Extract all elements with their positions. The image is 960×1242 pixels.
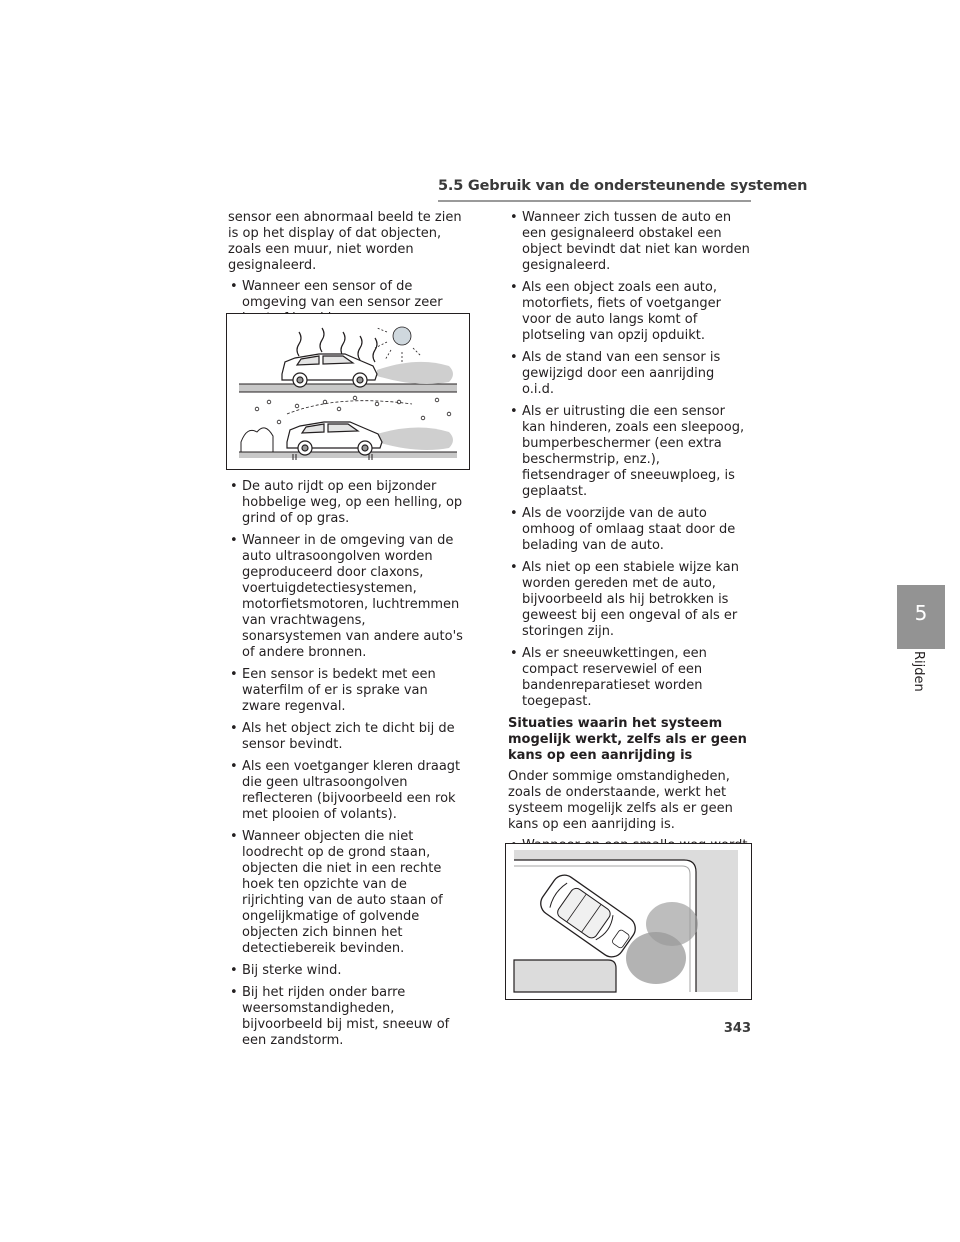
list-item: • Wanneer een sensor of de omgeving van een sensor zeer xyxy=(228,279,466,327)
body-paragraph: Onder sommige omstandigheden, zoals de onderstaande, werkt het systeem mogelijk zelfs als er geen kans op een aanrijding is. xyxy=(508,769,733,832)
list-item: • Als niet op een stabiele wijze kan worden gereden met de auto, bijvoorbeeld als hij betrokken is geweest bij een ongeval of als er storingen zijn. xyxy=(508,560,750,640)
list-item: • Bij het rijden onder barre weersomstandigheden, bijvoorbeeld bij mist, sneeuw of een zandstorm. xyxy=(228,985,466,1049)
bullet-list-bottom xyxy=(228,479,466,1049)
list-item: • Als het object zich te dicht bij de sensor bevindt. xyxy=(228,721,466,753)
right-column xyxy=(508,210,750,876)
illustration-narrow-road-car xyxy=(506,844,751,999)
list-item: • Als de stand van een sensor is gewijzigd door een aanrijding o.i.d. xyxy=(508,350,750,398)
chapter-label: Rijden xyxy=(911,651,926,692)
header-rule xyxy=(438,200,751,202)
chapter-tab xyxy=(897,585,945,649)
list-item: • Als er uitrusting die een sensor kan hinderen, zoals een sleepoog, bumperbeschermer (een extra beschermstrip, enz.), fietsendrager of sneeuwploeg, is geplaatst. xyxy=(508,404,750,500)
list-item: • Wanneer objecten die niet loodrecht op de grond staan, objecten die niet in een rechte hoek ten opzichte van de rijrichting van de auto staan of ongelijkmatige of golvende objecten zich binnen het detectiebereik bevinden. xyxy=(228,829,466,957)
illustration-weather-cars xyxy=(227,314,469,469)
list-item: • Als er sneeuwkettingen, een compact reservewiel of een bandenreparatieset worden toegepast. xyxy=(508,646,750,710)
list-item: • Een sensor is bedekt met een waterfilm of er is sprake van zware regenval. xyxy=(228,667,466,715)
list-item: • Als een voetganger kleren draagt die geen ultrasoongolven reflecteren (bijvoorbeeld een rok met plooien of volants). xyxy=(228,759,466,823)
chapter-number: 5 xyxy=(914,601,928,625)
list-item: • Wanneer in de omgeving van de auto ultrasoongolven worden geproduceerd door claxons, voertuigdetectiesystemen, motorfietsmotoren, luchtremmen van vrachtwagens, sonarsystemen van andere auto's of andere bronnen. xyxy=(228,533,466,661)
page-header xyxy=(438,178,808,194)
page-number: 343 xyxy=(723,1021,751,1036)
left-column-continued xyxy=(228,479,466,1055)
chapter-label-wrapper xyxy=(905,651,935,711)
list-item: • Bij sterke wind. xyxy=(228,963,466,979)
figure-heat-snow-sensor xyxy=(226,313,470,470)
list-item: • De auto rijdt op een bijzonder hobbelige weg, op een helling, op grind of op gras. xyxy=(228,479,466,527)
section-title: 5.5 Gebruik van de ondersteunende systemen xyxy=(438,178,808,194)
figure-narrow-road xyxy=(505,843,752,1000)
list-item: • Als de voorzijde van de auto omhoog of omlaag staat door de belading van de auto. xyxy=(508,506,750,554)
list-item: • Wanneer zich tussen de auto en een gesignaleerd obstakel een object bevindt dat niet kan worden gesignaleerd. xyxy=(508,210,750,274)
bullet-list-right xyxy=(508,210,750,710)
intro-paragraph: sensor een abnormaal beeld te zien is op het display of dat objecten, zoals een muur, niet worden gesignaleerd. xyxy=(228,210,462,273)
subheading: Situaties waarin het systeem mogelijk werkt, zelfs als er geen kans op een aanrijding is xyxy=(508,716,747,763)
list-item: • Als een object zoals een auto, motorfiets, fiets of voetganger voor de auto langs komt of plotseling van opzij opduikt. xyxy=(508,280,750,344)
